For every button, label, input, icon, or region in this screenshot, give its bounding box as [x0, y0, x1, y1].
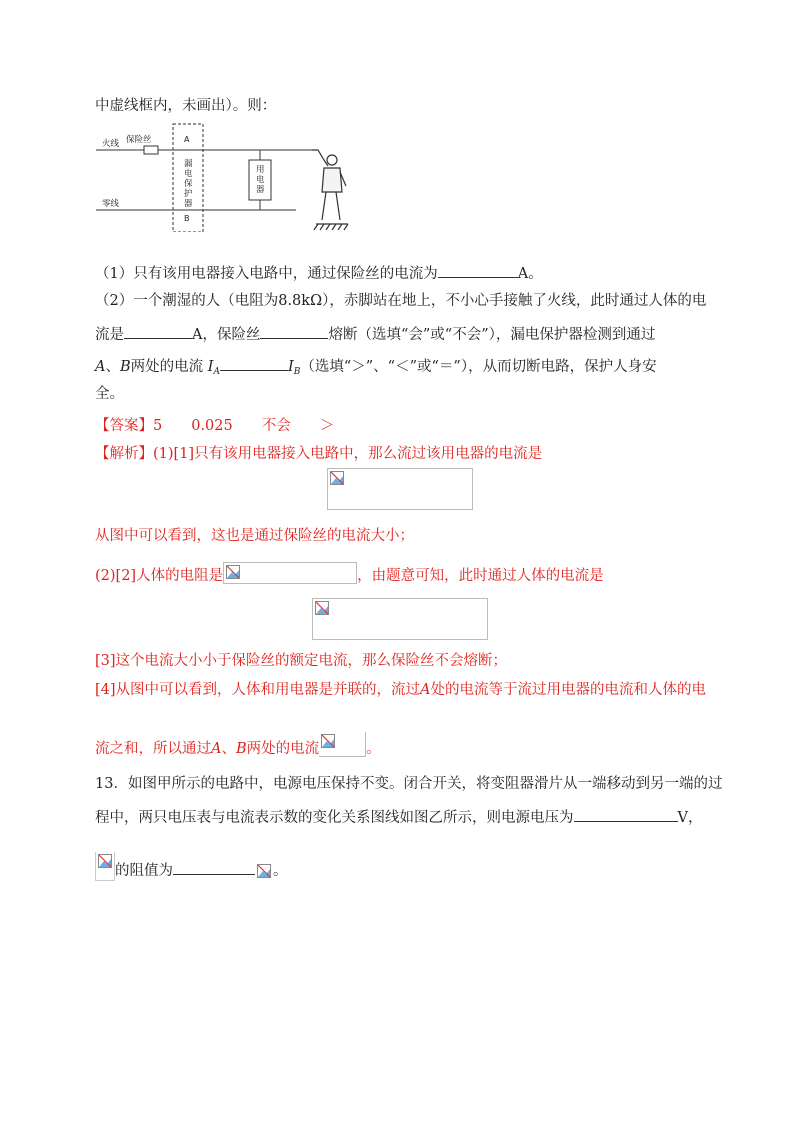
- analysis-text-6f: 。: [366, 741, 381, 757]
- q2-sep: 、: [105, 359, 120, 375]
- q2-ib: I: [287, 359, 294, 375]
- analysis-text-3a: (2)[2]人体的电阻是: [95, 568, 224, 584]
- broken-image-icon: [257, 864, 271, 878]
- analysis-label: 【解析】: [95, 446, 153, 462]
- formula-image-ohm: [255, 862, 273, 880]
- svg-text:保: 保: [184, 179, 193, 189]
- svg-text:漏: 漏: [184, 159, 193, 169]
- q2-point-b: B: [119, 359, 131, 375]
- question-2-line-1: （2）一个潮湿的人（电阻为8.8kΩ），赤脚站在地上，不小心手接触了火线，此时通过人体的电: [95, 293, 707, 309]
- analysis-line-6: [95, 732, 381, 759]
- analysis-point-a-2: A: [211, 741, 222, 757]
- q13-text-resistance: 的阻值为: [115, 863, 173, 879]
- analysis-line-4: [3]这个电流大小小于保险丝的额定电流，那么保险丝不会熔断；: [95, 653, 508, 669]
- analysis-text-6a: 流之和，所以通过: [95, 741, 211, 757]
- question-2-line-4: 全。: [95, 386, 124, 402]
- analysis-text-1: (1)[1]只有该用电器接入电路中，那么流过该用电器的电流是: [153, 446, 543, 462]
- q2-text-a: 流是: [95, 327, 124, 343]
- answer-line: [95, 416, 334, 436]
- point-b-label: B: [184, 214, 190, 223]
- question-1: [95, 262, 543, 284]
- q1-text: （1）只有该用电器接入电路中，通过保险丝的电流为: [95, 266, 438, 282]
- q2-ib-sub: B: [293, 367, 301, 377]
- svg-text:用: 用: [256, 165, 265, 175]
- formula-image-r: [95, 852, 115, 881]
- formula-image-1: [327, 468, 473, 510]
- question-2-line-2: [95, 323, 655, 345]
- formula-image-3: [312, 598, 488, 640]
- broken-image-icon: [330, 471, 344, 485]
- q13-blank-resistance[interactable]: [173, 859, 255, 875]
- q2-text-b: A，保险丝: [192, 327, 261, 343]
- q2-blank-fuse[interactable]: [260, 323, 328, 339]
- broken-image-icon: [321, 734, 335, 748]
- question-13-line-2: [95, 806, 702, 828]
- question-13-line-3: [95, 852, 288, 881]
- live-wire-label: 火线: [102, 139, 120, 149]
- leakage-protector-label: [184, 158, 193, 209]
- person-figure: [312, 150, 348, 230]
- q13-end: 。: [273, 863, 288, 879]
- broken-image-icon: [98, 854, 112, 868]
- analysis-line-2: 从图中可以看到，这也是通过保险丝的电流大小；: [95, 528, 414, 544]
- question-13-line-1: 13．如图甲所示的电路中，电源电压保持不变。闭合开关，将变阻器滑片从一端移动到另一端的过: [95, 776, 723, 792]
- analysis-text-6e: 两处的电流: [246, 741, 320, 757]
- analysis-text-5c: 处的电流等于流过用电器的电流和人体的电: [430, 682, 707, 698]
- q13-unit-v: V，: [677, 810, 703, 826]
- analysis-line-5: [95, 680, 706, 700]
- formula-image-2: [223, 562, 357, 584]
- svg-text:护: 护: [184, 189, 193, 199]
- question-2-line-3: [95, 355, 657, 382]
- broken-image-icon: [315, 601, 329, 615]
- answer-label: 【答案】: [95, 418, 153, 434]
- q13-blank-voltage[interactable]: [574, 806, 678, 822]
- q2-ia: I: [207, 359, 214, 375]
- analysis-point-b: B: [235, 741, 247, 757]
- analysis-line-3: [95, 562, 604, 586]
- q2-blank-current[interactable]: [124, 323, 192, 339]
- svg-text:器: 器: [184, 199, 193, 209]
- fuse-label: 保险丝: [126, 135, 152, 145]
- svg-text:电: 电: [256, 175, 265, 185]
- q1-unit: A。: [517, 266, 543, 282]
- svg-text:器: 器: [256, 185, 265, 195]
- q2-ia-sub: A: [213, 367, 220, 377]
- broken-image-icon: [226, 565, 240, 579]
- q2-blank-compare[interactable]: [220, 355, 288, 371]
- analysis-line-1: [95, 444, 542, 464]
- analysis-text-5a: [4]从图中可以看到，人体和用电器是并联的，流过: [95, 682, 421, 698]
- analysis-point-a: A: [420, 682, 431, 698]
- q1-blank[interactable]: [438, 262, 518, 278]
- fuse-symbol: [144, 146, 158, 154]
- q2-point-a: A: [95, 359, 106, 375]
- q2-text-c: 熔断（选填“会”或“不会”），漏电保护器检测到通过: [328, 327, 656, 343]
- formula-image-4: [319, 732, 366, 757]
- neutral-wire-label: 零线: [102, 199, 120, 209]
- q13-text-a: 程中，两只电压表与电流表示数的变化关系图线如图乙所示，则电源电压为: [95, 810, 574, 826]
- circuit-diagram: [96, 120, 356, 232]
- svg-text:电: 电: [184, 169, 193, 179]
- q2-text-i: （选填“＞”、“＜”或“＝”），从而切断电路，保护人身安: [300, 359, 657, 375]
- point-a-label: A: [184, 135, 190, 144]
- answer-values: 5 0.025 不会 ＞: [153, 418, 335, 434]
- appliance-label: [256, 165, 265, 195]
- intro-text: 中虚线框内，未画出）。则：: [95, 98, 277, 114]
- analysis-text-3b: ，由题意可知，此时通过人体的电流是: [357, 568, 604, 584]
- analysis-sep: 、: [221, 741, 236, 757]
- q2-text-d: 两处的电流: [130, 359, 208, 375]
